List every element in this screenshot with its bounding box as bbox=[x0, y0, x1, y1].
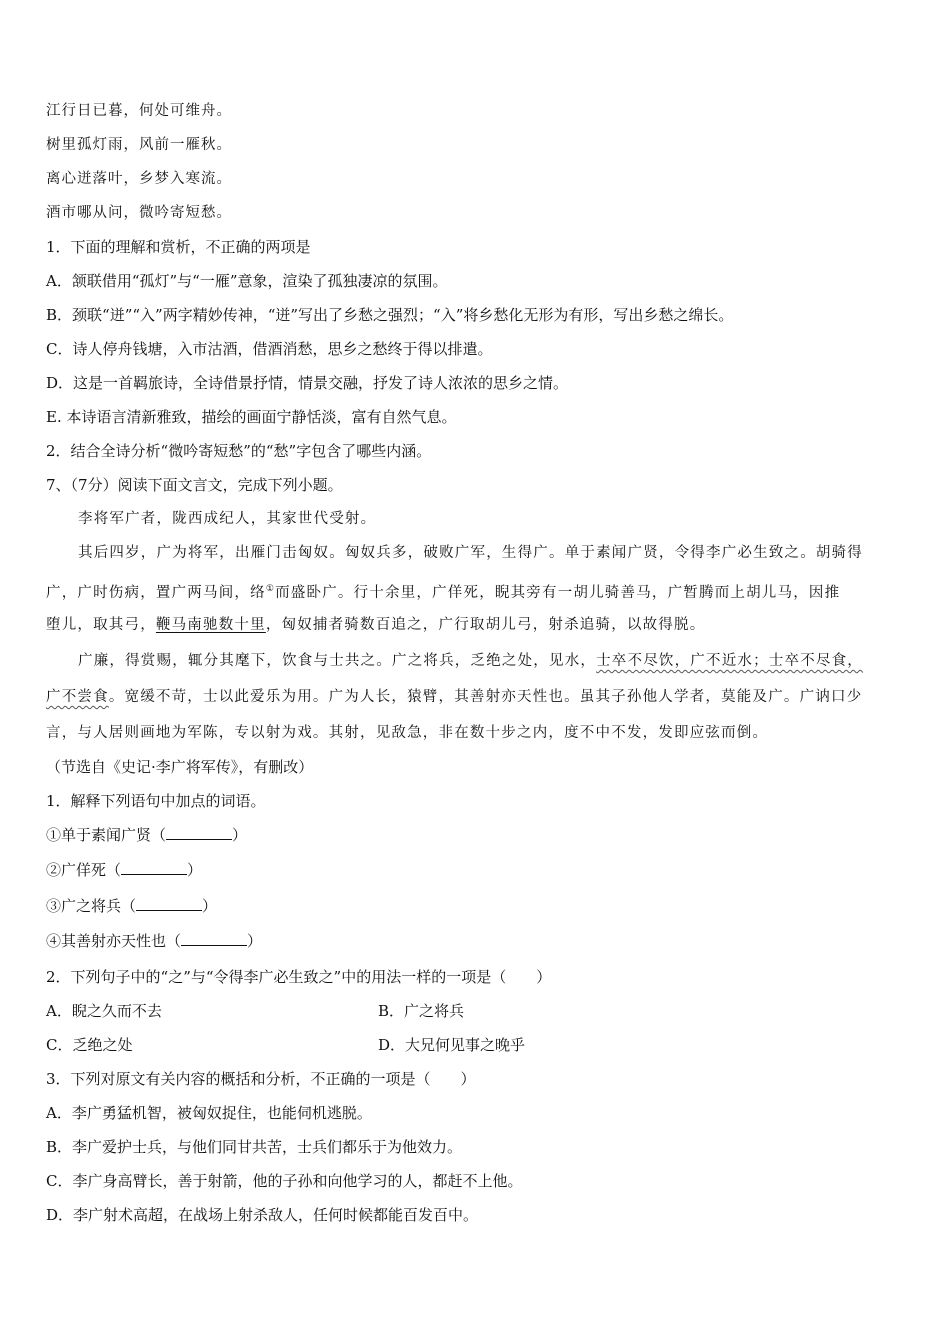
passage-source: （节选自《史记·李广将军传》，有删改） bbox=[46, 758, 314, 776]
passage-p3-line-2 bbox=[46, 687, 862, 707]
underlined-sentence: 鞭马南驰数十里 bbox=[155, 617, 266, 633]
passage-paragraph-1: 李将军广者，陇西成纪人，其家世代受射。 bbox=[78, 511, 377, 527]
passage-p2-line-3 bbox=[46, 615, 705, 635]
wavy-underlined-sentence: 广不尝食 bbox=[46, 689, 109, 705]
answer-blank[interactable] bbox=[121, 860, 187, 875]
passage-text: 堕儿，取其弓， bbox=[46, 617, 156, 633]
poem-q1-option-a: A．颔联借用“孤灯”与“一雁”意象，渲染了孤独凄凉的氛围。 bbox=[46, 272, 448, 290]
answer-blank[interactable] bbox=[136, 896, 202, 911]
passage-text: 广廉，得赏赐，辄分其麾下，饮食与士共之。广之将兵，乏绝之处，见水， bbox=[78, 653, 597, 669]
q2-option-c: C．乏绝之处 bbox=[46, 1036, 133, 1054]
q1-item-4 bbox=[46, 931, 262, 951]
poem-line-4: 酒市哪从问，微吟寄短愁。 bbox=[46, 205, 232, 221]
classical-question-1: 1．解释下列语句中加点的词语。 bbox=[46, 792, 266, 810]
answer-blank[interactable] bbox=[181, 931, 247, 946]
poem-line-1: 江行日已暮，何处可维舟。 bbox=[46, 103, 232, 119]
close-paren: ） bbox=[202, 897, 218, 915]
q1-item-3 bbox=[46, 896, 217, 916]
wavy-underlined-sentence: 士卒不尽饮，广不近水；士卒不尽食， bbox=[596, 653, 864, 669]
q3-option-d: D．李广射术高超，在战场上射杀敌人，任何时候都能百发百中。 bbox=[46, 1206, 479, 1224]
q1-item-1 bbox=[46, 825, 247, 845]
poem-q1-option-b: B．颈联“迸”“入”两字精妙传神，“迸”写出了乡愁之强烈；“入”将乡愁化无形为有形，写出乡愁之绵长。 bbox=[46, 306, 734, 324]
close-paren: ） bbox=[232, 826, 248, 844]
poem-q1-option-d: D．这是一首羁旅诗，全诗借景抒情，情景交融，抒发了诗人浓浓的思乡之情。 bbox=[46, 374, 569, 392]
q3-option-c: C．李广身高臂长，善于射箭，他的子孙和向他学习的人，都赶不上他。 bbox=[46, 1172, 523, 1190]
passage-text: 广，广时伤病，置广两马间，络 bbox=[46, 584, 266, 601]
answer-blank[interactable] bbox=[166, 825, 232, 840]
item-text: ①单于素闻广贤（ bbox=[46, 826, 167, 844]
passage-p3-line-3: 言，与人居则画地为军陈，专以射为戏。其射，见敌急，非在数十步之内，度不中不发，发即应弦而倒。 bbox=[46, 725, 769, 741]
close-paren: ） bbox=[247, 932, 263, 950]
passage-p2-line-1: 其后四岁，广为将军，出雁门击匈奴。匈奴兵多，破败广军，生得广。单于素闻广贤，令得李广必生致之。胡骑得 bbox=[78, 545, 863, 561]
q1-item-2 bbox=[46, 860, 202, 880]
classical-question-2: 2．下列句子中的“之”与“令得李广必生致之”中的用法一样的一项是（ ） bbox=[46, 968, 552, 986]
q2-option-a: A．睨之久而不去 bbox=[46, 1002, 162, 1020]
q3-option-b: B．李广爱护士兵，与他们同甘共苦，士兵们都乐于为他效力。 bbox=[46, 1138, 463, 1156]
passage-text: 而盛卧广。行十余里，广佯死，睨其旁有一胡儿骑善马，广暂腾而上胡儿马，因推 bbox=[275, 584, 841, 601]
classical-question-3: 3．下列对原文有关内容的概括和分析，不正确的一项是（ ） bbox=[46, 1070, 476, 1088]
poem-line-3: 离心迸落叶，乡梦入寒流。 bbox=[46, 171, 232, 187]
footnote-marker: ① bbox=[265, 584, 276, 594]
passage-p2-line-2 bbox=[46, 579, 840, 603]
poem-line-2: 树里孤灯雨，风前一雁秋。 bbox=[46, 137, 232, 153]
item-text: ②广佯死（ bbox=[46, 861, 122, 879]
poem-question-1: 1．下面的理解和赏析，不正确的两项是 bbox=[46, 238, 311, 256]
poem-q1-option-c: C．诗人停舟钱塘，入市沽酒，借酒消愁，思乡之愁终于得以排遣。 bbox=[46, 340, 493, 358]
q2-option-d: D．大兄何见事之晚乎 bbox=[378, 1036, 526, 1054]
poem-question-2: 2．结合全诗分析“微吟寄短愁”的“愁”字包含了哪些内涵。 bbox=[46, 442, 432, 460]
q3-option-a: A．李广勇猛机智，被匈奴捉住，也能伺机逃脱。 bbox=[46, 1104, 372, 1122]
section-7-header: 7、（7分）阅读下面文言文，完成下列小题。 bbox=[46, 476, 343, 494]
passage-p3-line-1 bbox=[78, 651, 863, 671]
passage-text: 。宽缓不苛，士以此爱乐为用。广为人长，猿臂，其善射亦天性也。虽其子孙他人学者，莫能及广。广讷口少 bbox=[108, 689, 863, 705]
q2-option-b: B．广之将兵 bbox=[378, 1002, 465, 1020]
passage-text: ，匈奴捕者骑数百追之，广行取胡儿弓，射杀追骑，以故得脱。 bbox=[265, 617, 706, 633]
poem-q1-option-e: E. 本诗语言清新雅致，描绘的画面宁静恬淡，富有自然气息。 bbox=[46, 408, 457, 426]
close-paren: ） bbox=[187, 861, 203, 879]
item-text: ④其善射亦天性也（ bbox=[46, 932, 182, 950]
item-text: ③广之将兵（ bbox=[46, 897, 137, 915]
